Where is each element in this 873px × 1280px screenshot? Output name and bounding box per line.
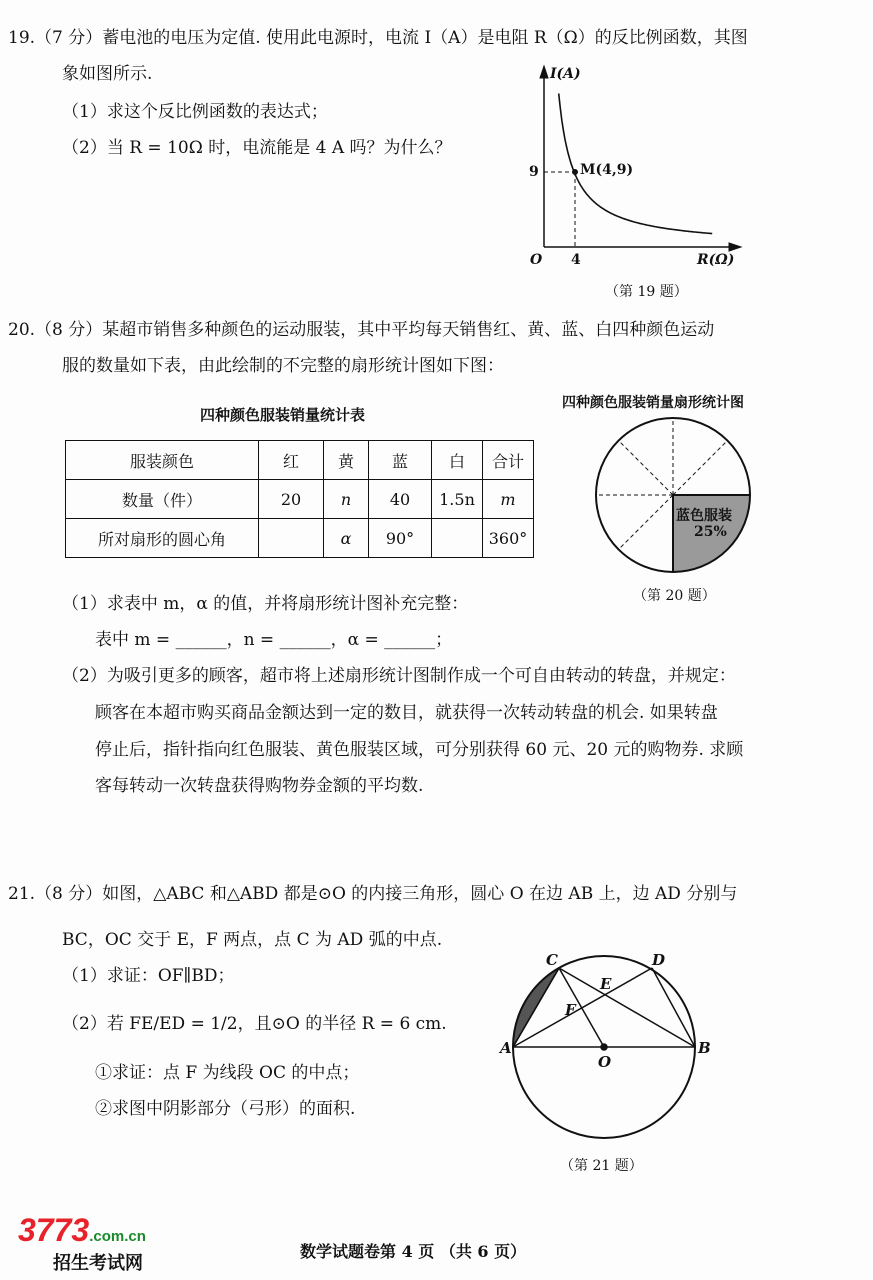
pie-label: 蓝色服装 (676, 508, 732, 524)
y-axis-arrow (540, 66, 548, 78)
point-label: M(4,9) (580, 162, 634, 178)
table-header-row (66, 441, 534, 480)
cell: α (324, 519, 369, 558)
pie-title: 四种颜色服装销量扇形统计图 (562, 395, 744, 411)
label-c: C (546, 951, 558, 969)
cell: 数量（件） (66, 480, 259, 519)
label-d: D (652, 951, 666, 969)
th: 服装颜色 (66, 441, 259, 480)
q19-caption: （第 19 题） (605, 284, 688, 300)
q20-stem-2: 服的数量如下表，由此绘制的不完整的扇形统计图如下图： (62, 356, 504, 376)
cell: 360° (483, 519, 534, 558)
q21-sub2: （2）若 FE/ED = 1/2，且⊙O 的半径 R = 6 cm. (62, 1014, 447, 1034)
q21-sub2b: ②求图中阴影部分（弓形）的面积. (95, 1099, 356, 1119)
label-b: B (698, 1039, 711, 1057)
logo-domain: .com.cn (89, 1228, 146, 1245)
x-tick: 4 (571, 252, 581, 268)
table-row (66, 480, 534, 519)
q21-sub2a: ①求证：点 F 为线段 OC 的中点； (95, 1063, 360, 1083)
label-a: A (500, 1039, 512, 1057)
table-row (66, 519, 534, 558)
q20-sub2-3: 停止后，指针指向红色服装、黄色服装区域，可分别获得 60 元、20 元的购物券. 求顾 (95, 740, 744, 760)
cell: m (483, 480, 534, 519)
page-number: 数学试题卷第 4 页 （共 6 页） (300, 1242, 527, 1261)
y-axis-label: I(A) (550, 66, 581, 82)
cell (432, 519, 483, 558)
q19-sub1: （1）求这个反比例函数的表达式； (62, 102, 328, 122)
cell: 40 (369, 480, 432, 519)
q20-pie (596, 418, 750, 572)
th: 红 (259, 441, 324, 480)
q20-caption: （第 20 题） (633, 588, 716, 604)
site-logo (18, 1212, 146, 1275)
logo-subtitle: 招生考试网 (53, 1253, 143, 1274)
cell: 20 (259, 480, 324, 519)
pie-percent: 25% (694, 524, 727, 540)
q19-stem-2: 象如图所示. (62, 64, 153, 84)
cell (259, 519, 324, 558)
q20-stem: 20.（8 分）某超市销售多种颜色的运动服装，其中平均每天销售红、黄、蓝、白四种颜色运动 (8, 320, 715, 340)
q20-sub1-blanks: 表中 m = ______，n = ______，α = ______； (95, 630, 453, 650)
q19-stem: 19.（7 分）蓄电池的电压为定值. 使用此电源时，电流 I（A）是电阻 R（Ω）的反比例函数，其图 (8, 28, 748, 48)
label-o: O (598, 1053, 612, 1071)
cell: 90° (369, 519, 432, 558)
y-tick: 9 (529, 164, 539, 180)
point-m (573, 170, 578, 175)
q20-sub2-2: 顾客在本超市购买商品金额达到一定的数目，就获得一次转动转盘的机会. 如果转盘 (95, 703, 718, 723)
q20-sub2-4: 客每转动一次转盘获得购物券金额的平均数. (95, 776, 424, 796)
q21-sub1: （1）求证：OF∥BD； (62, 966, 235, 986)
logo-number: 3773 (18, 1212, 90, 1248)
q20-sub2-1: （2）为吸引更多的顾客，超市将上述扇形统计图制作成一个可自由转动的转盘，并规定： (62, 666, 736, 686)
label-e: E (600, 975, 612, 993)
th: 黄 (324, 441, 369, 480)
th: 白 (432, 441, 483, 480)
cell: n (324, 480, 369, 519)
cell: 所对扇形的圆心角 (66, 519, 259, 558)
th: 合计 (483, 441, 534, 480)
q20-sub1: （1）求表中 m，α 的值，并将扇形统计图补充完整： (62, 594, 469, 614)
table-title: 四种颜色服装销量统计表 (200, 406, 366, 424)
label-f: F (565, 1001, 576, 1019)
sales-table (65, 440, 534, 558)
q19-graph (540, 66, 741, 251)
origin-label: O (530, 252, 543, 268)
cell: 1.5n (432, 480, 483, 519)
q19-sub2: （2）当 R = 10Ω 时，电流能是 4 A 吗？为什么？ (62, 138, 452, 158)
q21-stem: 21.（8 分）如图，△ABC 和△ABD 都是⊙O 的内接三角形，圆心 O 在边 AB 上，边 AD 分别与 (8, 884, 738, 904)
x-axis-label: R(Ω) (697, 252, 735, 268)
q21-caption: （第 21 题） (560, 1158, 643, 1174)
q21-stem-2: BC，OC 交于 E，F 两点，点 C 为 AD 弧的中点. (62, 930, 443, 950)
th: 蓝 (369, 441, 432, 480)
